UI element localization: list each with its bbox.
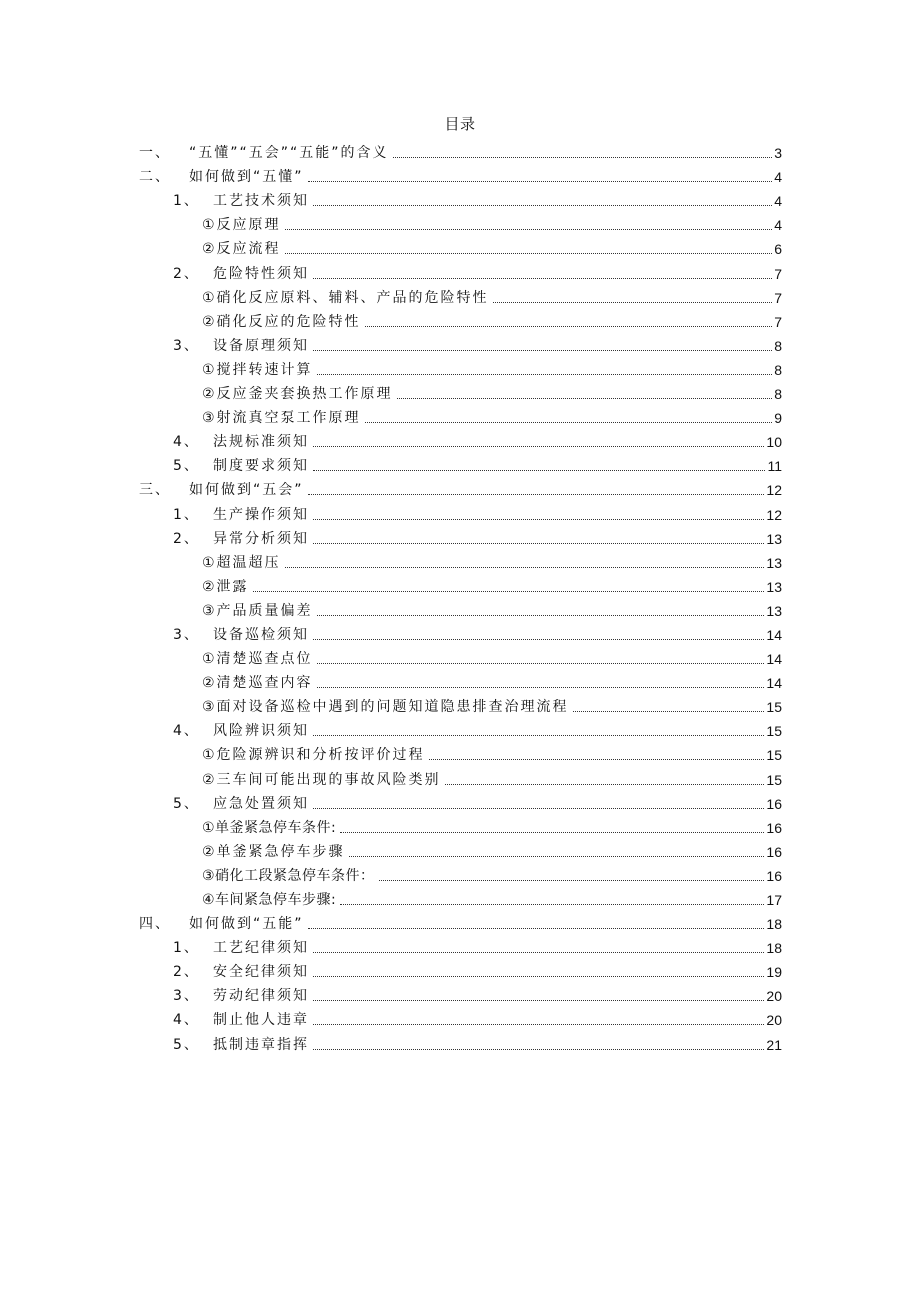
- dot-leader: [308, 494, 765, 495]
- toc-entry[interactable]: [0, 885, 920, 909]
- toc-entry-text: 安全纪律须知: [213, 964, 309, 981]
- dot-leader: [365, 422, 773, 423]
- dot-leader: [340, 832, 764, 833]
- toc-entry-number: 四、: [139, 916, 171, 933]
- toc-entry-text: ②反应釜夹套换热工作原理: [202, 386, 393, 403]
- toc-entry-number: 一、: [139, 145, 171, 162]
- toc-entry-page-number: 14: [766, 626, 782, 643]
- dot-leader: [313, 278, 772, 279]
- toc-entry-text: ③硝化工段紧急停车条件：: [202, 867, 375, 884]
- toc-entry[interactable]: [0, 716, 920, 740]
- toc-entry-page-number: 10: [766, 434, 782, 451]
- toc-entry-text: ①硝化反应原料、辅料、产品的危险特性: [202, 289, 489, 306]
- toc-entry[interactable]: [0, 813, 920, 837]
- dot-leader: [317, 687, 765, 688]
- toc-entry[interactable]: [0, 475, 920, 499]
- toc-entry-page-number: 19: [766, 964, 782, 981]
- toc-entry-text: ③面对设备巡检中遇到的问题知道隐患排查治理流程: [202, 699, 569, 716]
- dot-leader: [445, 784, 765, 785]
- toc-entry[interactable]: [0, 837, 920, 861]
- toc-entry[interactable]: [0, 957, 920, 981]
- toc-entry-page-number: 4: [774, 169, 782, 186]
- toc-entry-number: 5、: [173, 458, 200, 475]
- toc-entry-page-number: 8: [774, 361, 782, 378]
- toc-entry-number: 3、: [173, 988, 200, 1005]
- toc-entry-text: 设备原理须知: [213, 337, 309, 354]
- toc-entry-page-number: 16: [766, 867, 782, 884]
- toc-entry[interactable]: [0, 186, 920, 210]
- dot-leader: [313, 519, 764, 520]
- toc-entry-text: ②三车间可能出现的事故风险类别: [202, 771, 441, 788]
- toc-entry-number: 2、: [173, 530, 200, 547]
- toc-entry[interactable]: [0, 331, 920, 355]
- dot-leader: [397, 398, 773, 399]
- toc-entry[interactable]: [0, 162, 920, 186]
- dot-leader: [313, 976, 764, 977]
- toc-entry[interactable]: [0, 1005, 920, 1029]
- toc-entry[interactable]: [0, 933, 920, 957]
- toc-entry[interactable]: [0, 596, 920, 620]
- toc-entry-text: ②反应流程: [202, 241, 281, 258]
- toc-entry[interactable]: [0, 451, 920, 475]
- toc-entry-page-number: 4: [774, 217, 782, 234]
- toc-entry-page-number: 13: [766, 554, 782, 571]
- dot-leader: [317, 374, 773, 375]
- dot-leader: [313, 470, 765, 471]
- toc-entry-text: “五懂”“五会”“五能”的含义: [189, 145, 389, 162]
- toc-entry-page-number: 13: [766, 530, 782, 547]
- toc-entry[interactable]: [0, 620, 920, 644]
- toc-entry[interactable]: [0, 1029, 920, 1053]
- dot-leader: [308, 181, 773, 182]
- dot-leader: [349, 856, 765, 857]
- dot-leader: [317, 663, 765, 664]
- toc-entry-page-number: 20: [766, 988, 782, 1005]
- dot-leader: [313, 735, 764, 736]
- toc-entry-number: 三、: [139, 482, 171, 499]
- toc-entry-number: 4、: [173, 434, 200, 451]
- toc-entry-text: ①超温超压: [202, 554, 281, 571]
- toc-entry-text: ④车间紧急停车步骤:: [202, 892, 337, 908]
- toc-entry[interactable]: [0, 524, 920, 548]
- toc-entry[interactable]: [0, 909, 920, 933]
- toc-entry[interactable]: [0, 234, 920, 258]
- dot-leader: [340, 904, 764, 905]
- toc-entry-page-number: 3: [774, 145, 782, 162]
- toc-entry-text: 工艺纪律须知: [213, 940, 309, 957]
- toc-entry-number: 4、: [173, 723, 200, 740]
- dot-leader: [313, 1000, 764, 1001]
- toc-entry-text: 如何做到“五能”: [189, 916, 304, 933]
- toc-entry[interactable]: [0, 427, 920, 451]
- dot-leader: [285, 253, 773, 254]
- toc-entry-text: 法规标准须知: [213, 434, 309, 451]
- toc-entry-text: ①搅拌转速计算: [202, 361, 313, 378]
- toc-entry-text: 如何做到“五懂”: [189, 169, 304, 186]
- toc-entry-page-number: 9: [774, 410, 782, 427]
- toc-entry-page-number: 7: [774, 265, 782, 282]
- toc-entry-text: 异常分析须知: [213, 530, 309, 547]
- dot-leader: [313, 446, 764, 447]
- dot-leader: [308, 928, 765, 929]
- toc-entry-text: 制度要求须知: [213, 458, 309, 475]
- toc-entry[interactable]: [0, 403, 920, 427]
- toc-entry-page-number: 14: [766, 651, 782, 668]
- toc-entry-page-number: 18: [766, 916, 782, 933]
- toc-entry-page-number: 15: [766, 723, 782, 740]
- toc-title: 目录: [444, 115, 476, 133]
- toc-entry-number: 1、: [173, 193, 200, 210]
- toc-entry-page-number: 20: [766, 1012, 782, 1029]
- toc-entry-page-number: 8: [774, 337, 782, 354]
- toc-entry-text: 如何做到“五会”: [189, 482, 304, 499]
- dot-leader: [379, 880, 765, 881]
- toc-entry-text: ②单釜紧急停车步骤: [202, 843, 345, 860]
- toc-entry-number: 2、: [173, 265, 200, 282]
- toc-entry-text: ②硝化反应的危险特性: [202, 313, 361, 330]
- toc-entry[interactable]: [0, 210, 920, 234]
- dot-leader: [313, 639, 764, 640]
- dot-leader: [313, 808, 764, 809]
- toc-entry[interactable]: [0, 692, 920, 716]
- toc-entry[interactable]: [0, 499, 920, 523]
- toc-entry[interactable]: [0, 548, 920, 572]
- toc-entry[interactable]: [0, 307, 920, 331]
- toc-entry-number: 2、: [173, 964, 200, 981]
- toc-entry-text: ①清楚巡查点位: [202, 651, 313, 668]
- toc-entry-text: ①单釜紧急停车条件:: [202, 819, 337, 836]
- dot-leader: [493, 302, 773, 303]
- toc-entry[interactable]: [0, 740, 920, 764]
- toc-entry-text: 风险辨识须知: [213, 723, 309, 740]
- toc-entry[interactable]: [0, 644, 920, 668]
- dot-leader: [317, 615, 765, 616]
- toc-entry-text: ②清楚巡查内容: [202, 675, 313, 692]
- toc-entry-number: 二、: [139, 169, 171, 186]
- toc-entry-page-number: 13: [766, 578, 782, 595]
- toc-entry-number: 3、: [173, 626, 200, 643]
- dot-leader: [285, 229, 773, 230]
- dot-leader: [285, 567, 765, 568]
- toc-entry-number: 1、: [173, 940, 200, 957]
- dot-leader: [573, 711, 765, 712]
- toc-entry[interactable]: [0, 981, 920, 1005]
- toc-entry-page-number: 16: [766, 819, 782, 836]
- dot-leader: [313, 1024, 764, 1025]
- dot-leader: [313, 543, 764, 544]
- toc-entry-page-number: 15: [766, 747, 782, 764]
- toc-entry-text: ③产品质量偏差: [202, 602, 313, 619]
- toc-entry-text: 劳动纪律须知: [213, 988, 309, 1005]
- toc-entry[interactable]: [0, 668, 920, 692]
- toc-entry-text: 应急处置须知: [213, 795, 309, 812]
- dot-leader: [313, 952, 764, 953]
- toc-entry[interactable]: [0, 355, 920, 379]
- toc-entry-text: 危险特性须知: [213, 265, 309, 282]
- dot-leader: [313, 350, 772, 351]
- table-of-contents: [0, 138, 920, 1054]
- toc-entry[interactable]: [0, 258, 920, 282]
- toc-entry-text: 设备巡检须知: [213, 626, 309, 643]
- toc-entry-page-number: 6: [774, 241, 782, 258]
- toc-entry-text: 制止他人违章: [213, 1012, 309, 1029]
- toc-entry-page-number: 16: [766, 843, 782, 860]
- toc-entry-number: 5、: [173, 1036, 200, 1053]
- toc-entry-page-number: 11: [767, 458, 782, 475]
- toc-entry-page-number: 8: [774, 386, 782, 403]
- dot-leader: [313, 205, 772, 206]
- toc-entry-page-number: 4: [774, 193, 782, 210]
- toc-entry[interactable]: [0, 861, 920, 885]
- toc-entry-text: ①危险源辨识和分析按评价过程: [202, 747, 425, 764]
- dot-leader: [313, 1049, 764, 1050]
- toc-entry-number: 3、: [173, 337, 200, 354]
- toc-entry[interactable]: [0, 764, 920, 788]
- toc-entry-number: 5、: [173, 795, 200, 812]
- toc-entry[interactable]: [0, 379, 920, 403]
- toc-entry-page-number: 16: [766, 795, 782, 812]
- toc-entry-text: 抵制违章指挥: [213, 1036, 309, 1053]
- toc-entry-page-number: 15: [766, 699, 782, 716]
- toc-entry[interactable]: [0, 138, 920, 162]
- toc-entry-page-number: 15: [766, 771, 782, 788]
- toc-entry-number: 1、: [173, 506, 200, 523]
- toc-entry-text: 生产操作须知: [213, 506, 309, 523]
- toc-entry[interactable]: [0, 572, 920, 596]
- toc-entry-page-number: 14: [766, 675, 782, 692]
- dot-leader: [253, 591, 765, 592]
- toc-entry[interactable]: [0, 283, 920, 307]
- toc-entry[interactable]: [0, 789, 920, 813]
- toc-entry-page-number: 13: [766, 602, 782, 619]
- toc-entry-page-number: 21: [766, 1036, 782, 1053]
- toc-entry-number: 4、: [173, 1012, 200, 1029]
- dot-leader: [429, 759, 765, 760]
- toc-entry-page-number: 17: [766, 892, 782, 908]
- toc-entry-page-number: 12: [766, 506, 782, 523]
- dot-leader: [393, 157, 773, 158]
- toc-entry-text: ①反应原理: [202, 217, 281, 234]
- dot-leader: [365, 326, 773, 327]
- toc-entry-page-number: 7: [774, 313, 782, 330]
- toc-entry-text: 工艺技术须知: [213, 193, 309, 210]
- toc-entry-text: ②泄露: [202, 578, 249, 595]
- toc-entry-page-number: 18: [766, 940, 782, 957]
- toc-entry-page-number: 12: [766, 482, 782, 499]
- toc-entry-page-number: 7: [774, 289, 782, 306]
- toc-entry-text: ③射流真空泵工作原理: [202, 410, 361, 427]
